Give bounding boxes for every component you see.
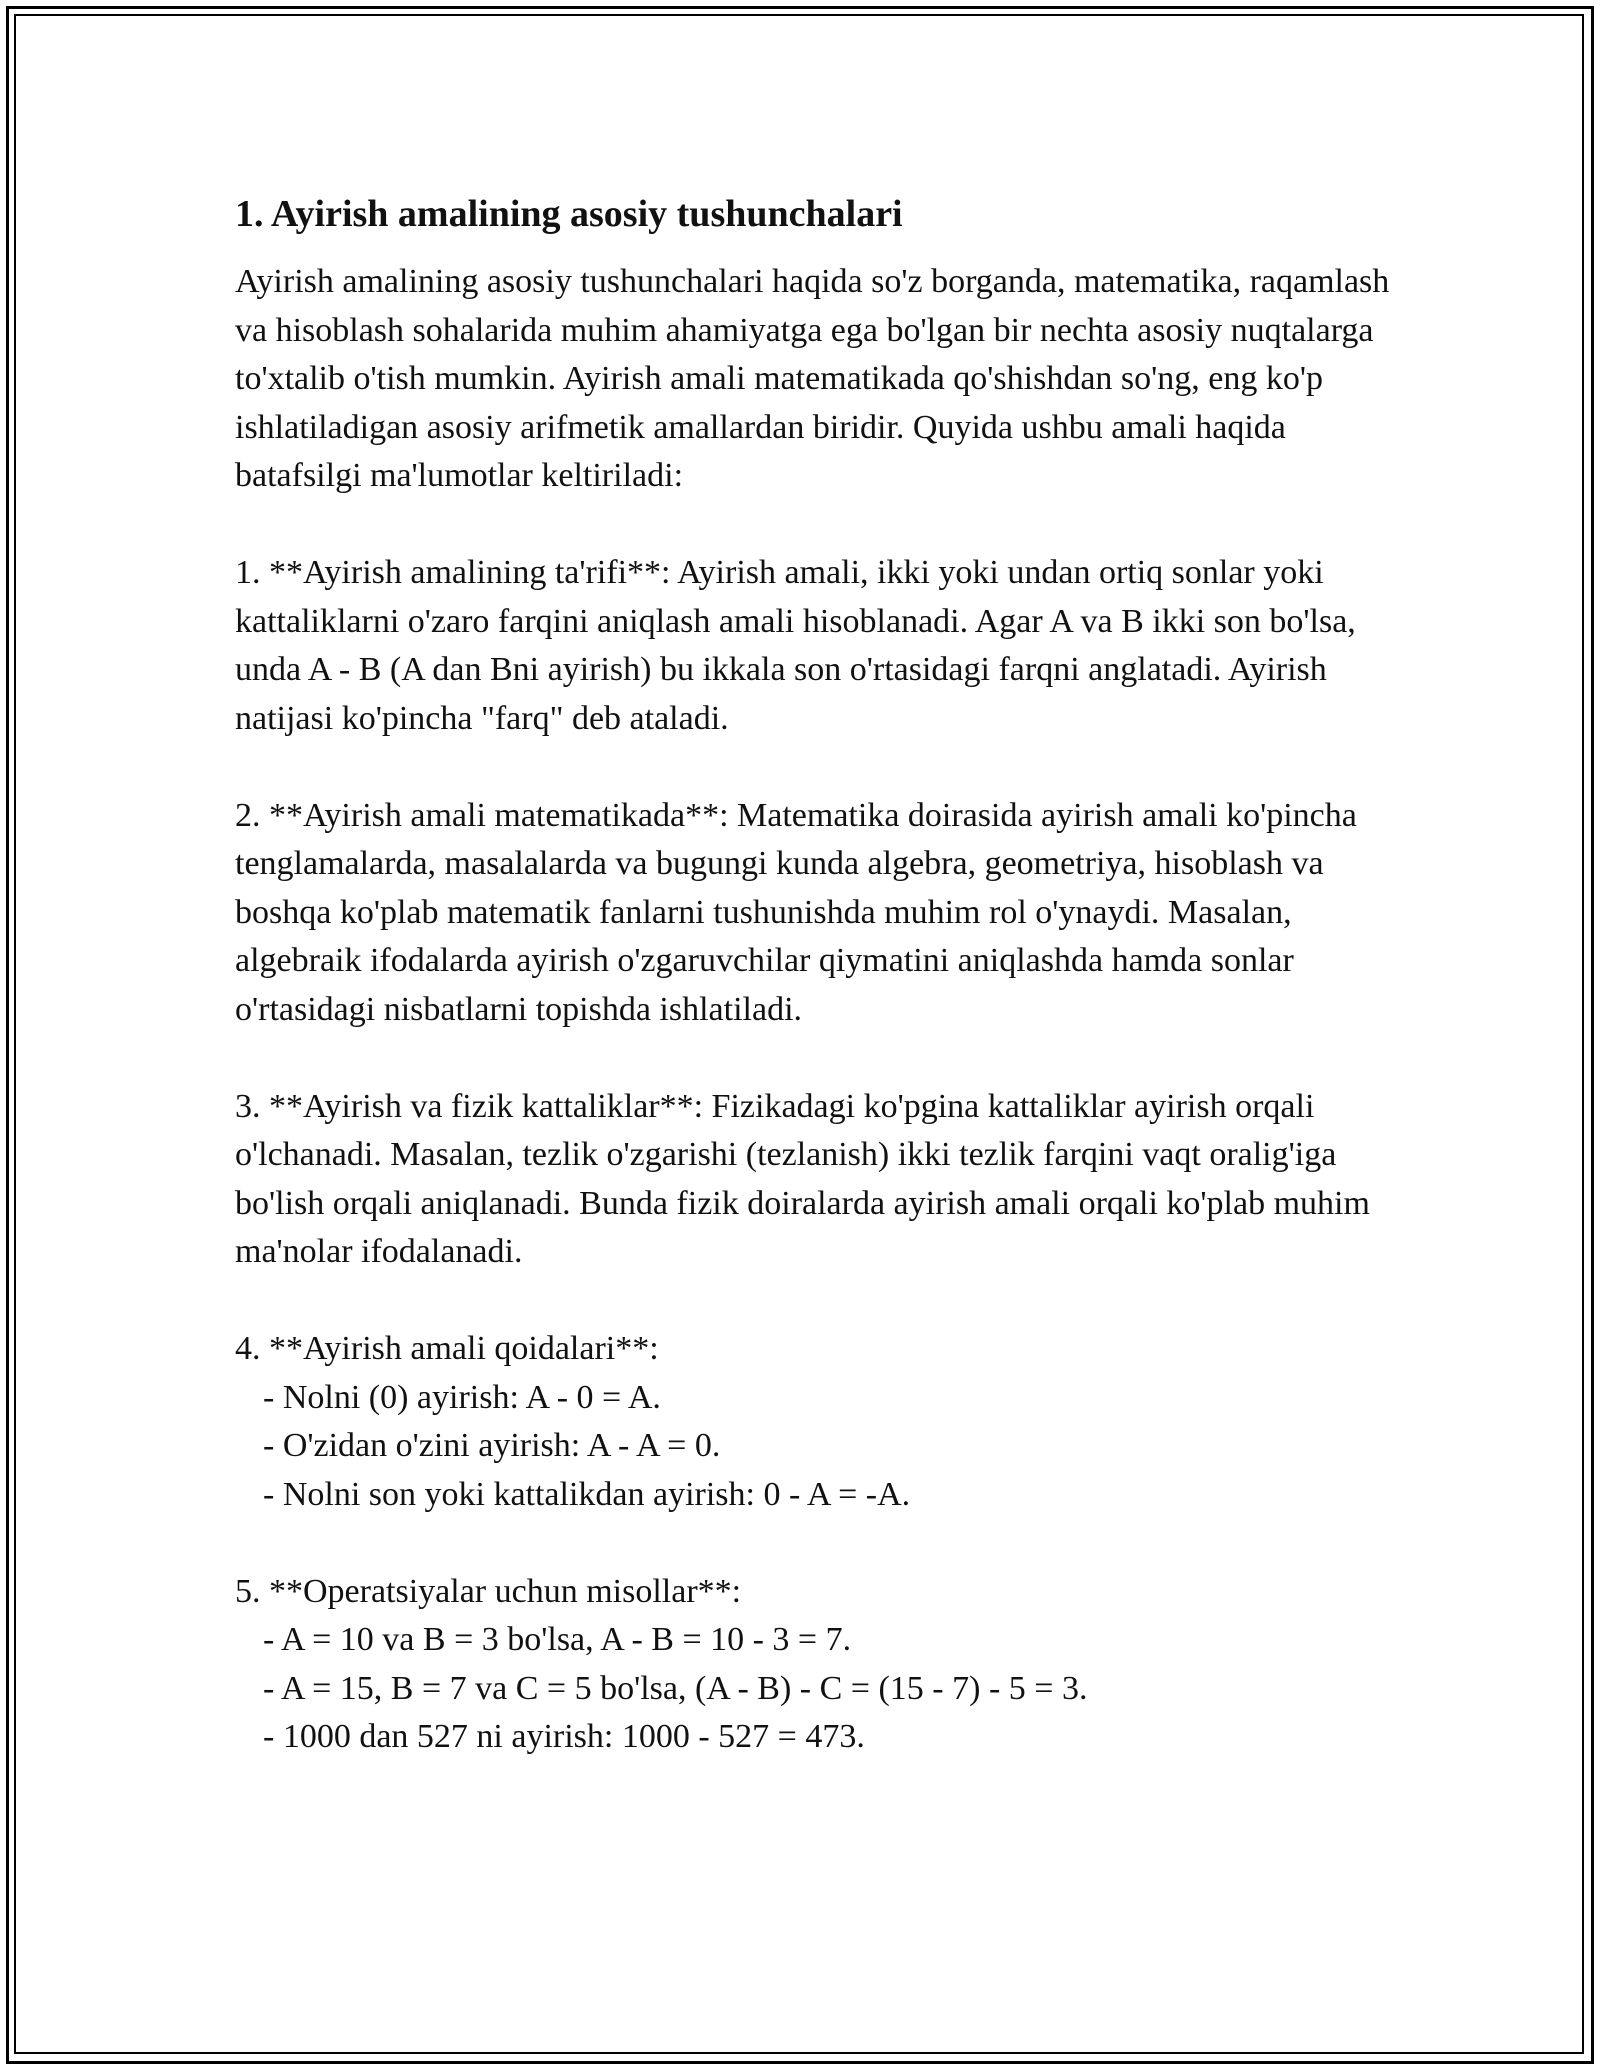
point-4-heading: 4. **Ayirish amali qoidalari**: <box>235 1330 659 1367</box>
point-5-heading: 5. **Operatsiyalar uchun misollar**: <box>235 1572 742 1610</box>
section-title: 1. Ayirish amalining asosiy tushunchalari <box>235 193 903 235</box>
example-item: - A = 10 va B = 3 bo'lsa, A - B = 10 - 3 = 7. <box>263 1621 852 1658</box>
example-item: - A = 15, B = 7 va C = 5 bo'lsa, (A - B) - C = (15 - 7) - 5 = 3. <box>263 1669 1088 1707</box>
point-5-examples <box>235 1568 1415 1762</box>
point-1-definition: 1. **Ayirish amalining ta'rifi**: Ayirish amali, ikki yoki undan ortiq sonlar yoki kattaliklarni o'zaro farqini aniqlash amali hisoblanadi. Agar A va B ikki son bo'lsa, unda A - B (A dan Bni ayirish) bu ikkala son o'rtasidagi farqni anglatadi. Ayirish natijasi ko'pincha "farq" deb ataladi. <box>235 554 1356 737</box>
rule-item: - Nolni (0) ayirish: A - 0 = A. <box>263 1378 661 1416</box>
intro-paragraph: Ayirish amalining asosiy tushunchalari haqida so'z borganda, matematika, raqamlash va hisoblash sohalarida muhim ahamiyatga ega bo'lgan bir nechta asosiy nuqtalarga to'xtalib o'tish mumkin. Ayirish amali matematikada qo'shishdan so'ng, eng ko'p ishlatiladigan asosiy arifmetik amallardan biridir. Quyida ushbu amali haqida batafsilgi ma'lumotlar keltiriladi: <box>235 263 1390 494</box>
point-3-physics: 3. **Ayirish va fizik kattaliklar**: Fizikadagi ko'pgina kattaliklar ayirish orqali o'lchanadi. Masalan, tezlik o'zgarishi (tezlanish) ikki tezlik farqini vaqt oralig'iga bo'lish orqali aniqlanadi. Bunda fizik doiralarda ayirish amali orqali ko'plab muhim ma'nolar ifodalanadi. <box>235 1087 1370 1270</box>
rule-item: - O'zidan o'zini ayirish: A - A = 0. <box>263 1427 721 1464</box>
example-item: - 1000 dan 527 ni ayirish: 1000 - 527 = 473. <box>263 1718 865 1755</box>
rule-item: - Nolni son yoki kattalikdan ayirish: 0 - A = -A. <box>263 1475 911 1513</box>
point-4-rules <box>235 1325 1415 1519</box>
point-2-mathematics: 2. **Ayirish amali matematikada**: Matematika doirasida ayirish amali ko'pincha tenglamalarda, masalalarda va bugungi kunda algebra, geometriya, hisoblash va boshqa ko'plab matematik fanlarni tushunishda muhim rol o'ynaydi. Masalan, algebraik ifodalarda ayirish o'zgaruvchilar qiymatini aniqlashda hamda sonlar o'rtasidagi nisbatlarni topishda ishlatiladi. <box>235 796 1357 1028</box>
document-body <box>235 188 1415 1810</box>
